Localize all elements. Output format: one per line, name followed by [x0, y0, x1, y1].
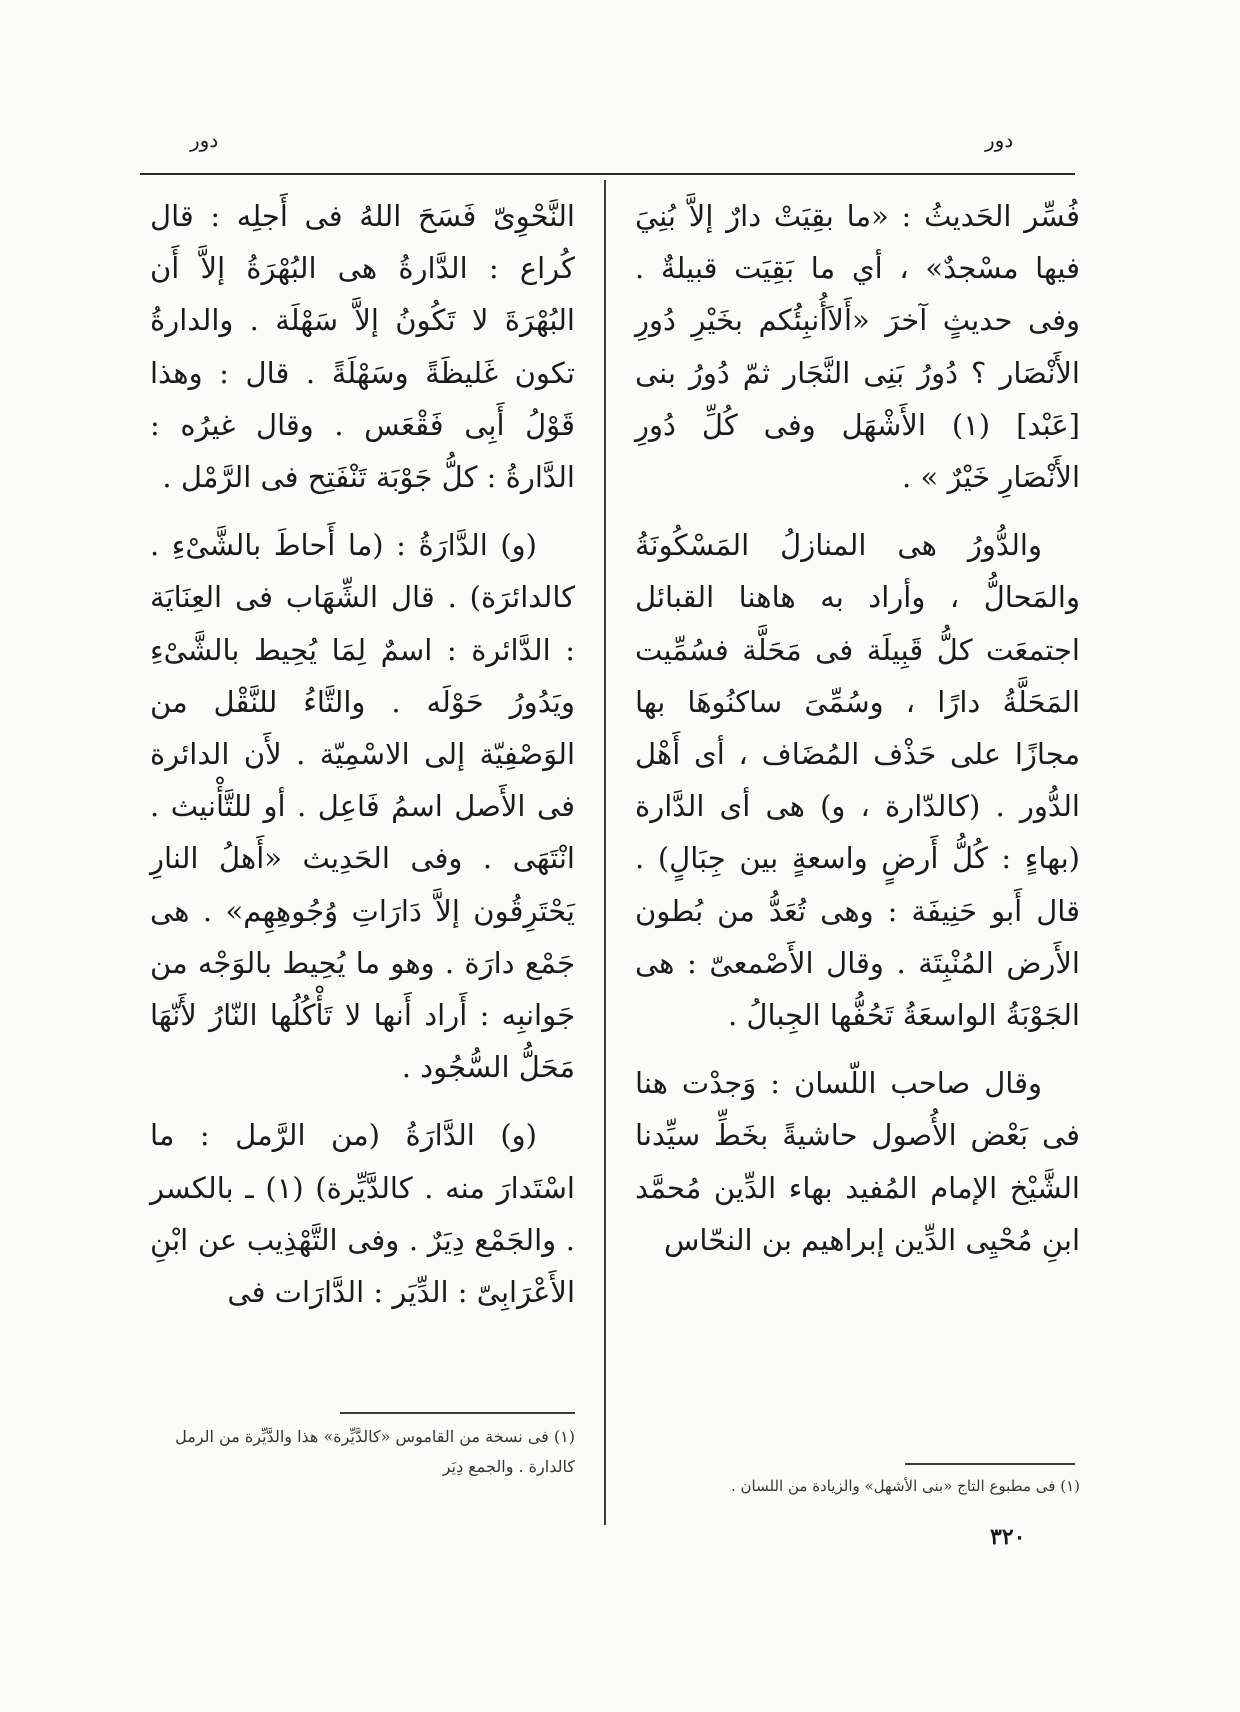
- right-paragraph-3: وقال صاحب اللّسان : وَجدْت هنا فى بَعْض الأُصول حاشيةً بخَطِّ سيِّدنا الشَّيْخ الإمام المُفيد بهاء الدِّين مُحمَّد ابنِ مُحْيِى الدِّين إبراهيم بن النحّاس: [635, 1066, 1080, 1257]
- footnote-rule-right: [905, 1463, 1075, 1465]
- right-paragraph-2: والدُّورُ هى المنازلُ المَسْكُونَةُ والمَحالُّ ، وأراد به هاهنا القبائل اجتمعَت كلُّ قَبِيلَة فى مَحَلَّة فسُمِّيت المَحَلَّةُ دارًا ، وسُمِّىَ ساكنُوهَا بها مجازًا على حَذْف المُضَاف ، أى أَهْل الدُّور . (كالدّارة ، و) هى أى الدَّارة (بهاءٍ : كُلُّ أَرضٍ واسعةٍ بين جِبَالٍ) . قال أَبو حَنِيفَة : وهى تُعَدُّ من بُطون الأَرض المُنْبِتَة . وقال الأَصْمعىّ : هى الجَوْبَةُ الواسعَةُ تَحُفُّها الجِبالُ .: [635, 528, 1080, 1033]
- running-header-left: دور: [190, 128, 219, 152]
- left-column: [150, 190, 575, 1334]
- header-rule: [140, 173, 1075, 175]
- footnote-rule-left: [340, 1412, 575, 1414]
- footnote-left: (١) فى نسخة من القاموس «كالدَّيِّرة» هذا والدَّيِّرة من الرمل كالدارة . والجمع دِيَر: [175, 1427, 575, 1476]
- left-paragraph-3: (و) الدَّارَةُ (من الرَّمل : ما اسْتَدارَ منه . كالدَّيِّرة) (١) ـ بالكسر . والجَمْع دِيَرٌ . وفى التَّهْذِيب عن ابْنِ الأَعْرَابِىّ : الدِّيَر : الدَّارَات فى: [150, 1118, 575, 1310]
- running-header-right: دور: [985, 128, 1014, 152]
- column-divider: [604, 180, 606, 1525]
- left-paragraph-1: النَّحْوِىّ فَسَحَ اللهُ فى أَجلِه : قال كُراع : الدَّارةُ هى البُهْرَةُ إلاَّ أَن البُهْرَةَ لا تَكُونُ إلاَّ سَهْلَة . والدارةُ تكون غَليظَةً وسَهْلَةً . قال : وهذا قَوْلُ أَبِى فَقْعَس . وقال غيرُه : الدَّارةُ : كلُّ جَوْبَة تَنْفَتِح فى الرَّمْل .: [150, 199, 575, 495]
- left-paragraph-2: (و) الدَّارَةُ : (ما أَحاطَ بالشَّىْءِ . كالدائرَة) . قال الشِّهَاب فى العِنَايَة : الدَّائرة : اسمٌ لِمَا يُحِيط بالشَّىْءِ ويَدُورُ حَوْلَه . والتَّاءُ للنَّقْل من الوَصْفِيّة إلى الاسْمِيّة . لأَن الدائرة فى الأَصل اسمُ فَاعِل . أو للتَّأْنيث . انْتَهَى . وفى الحَدِيث «أَهلُ النارِ يَحْتَرِقُون إلاَّ دَارَاتِ وُجُوهِهِم» . هى جَمْع دارَة . وهو ما يُحِيط بالوَجْه من جَوانبِه : أَراد أَنها لا تَأْكُلُها النّارُ لأَنّهَا مَحَلُّ السُّجُود .: [150, 528, 575, 1085]
- right-paragraph-1: فُسِّر الحَديثُ : «ما بقِيَتْ دارٌ إلاَّ بُنِيَ فيها مسْجدٌ» ، أي ما بَقِيَت قبيلةٌ . وفى حديثٍ آخرَ «أَلاَأُنبِئُكم بخَيْرِ دُورِ الأَنْصَار ؟ دُورُ بَنِى النَّجَار ثمّ دُورُ بنى [عَبْد] (١) الأَشْهَل وفى كُلِّ دُورِ الأَنْصَارِ خَيْرٌ » .: [635, 199, 1080, 495]
- right-column: [635, 190, 1080, 1282]
- page-number: ٣٢٠: [990, 1524, 1026, 1550]
- footnote-right: (١) فى مطبوع التاج «بنى الأشهل» والزيادة من اللسان .: [731, 1477, 1080, 1495]
